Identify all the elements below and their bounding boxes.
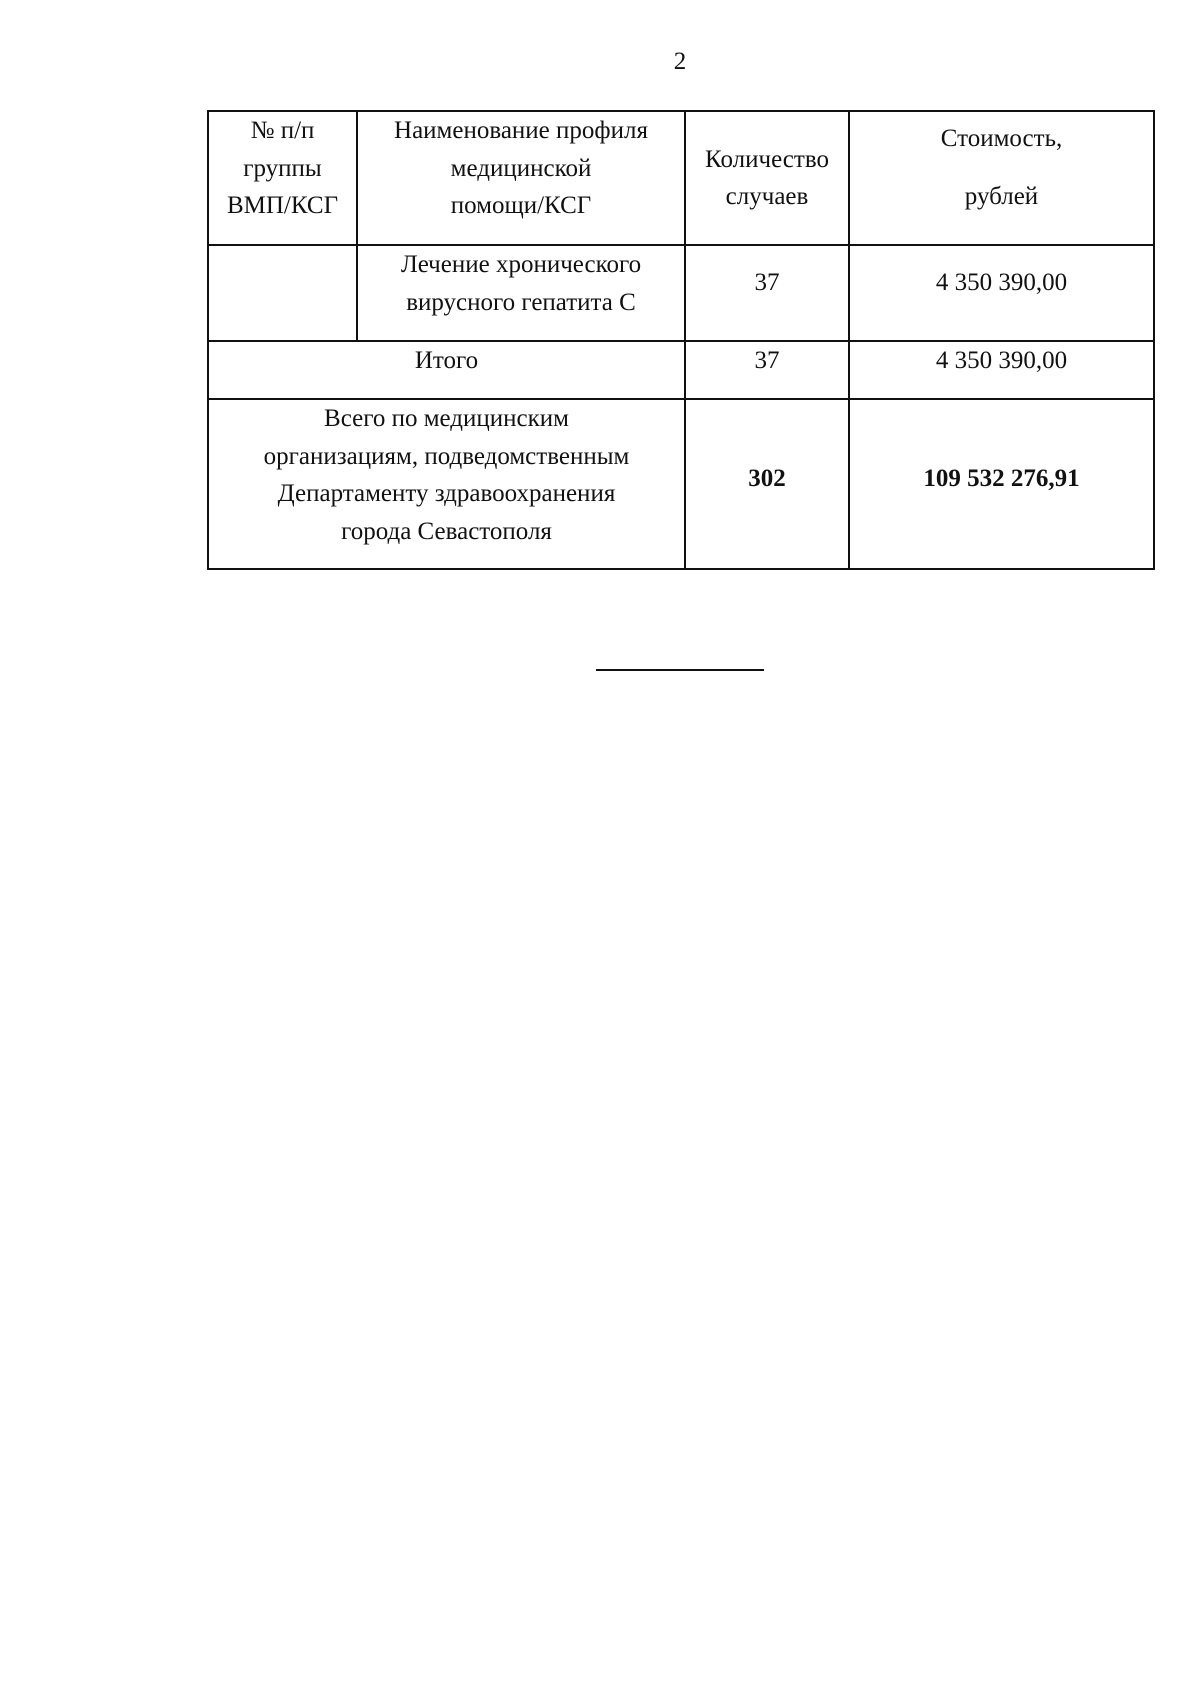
end-of-document-divider: [596, 669, 764, 671]
header-text-line: Количество: [705, 145, 829, 173]
cost-table: [207, 110, 1155, 570]
header-text-line: ВМП/КСГ: [226, 192, 339, 219]
grand-total-row: [208, 399, 1154, 569]
cell-text-line: Лечение хронического: [400, 251, 642, 278]
subtotal-row: [208, 341, 1154, 399]
cell-value: 4 350 390,00: [935, 269, 1068, 297]
cell-text-line: вирусного гепатита С: [406, 288, 636, 316]
header-group-number: [208, 111, 357, 245]
header-text-line: помощи/КСГ: [450, 192, 592, 219]
grand-total-label: [208, 399, 685, 569]
header-profile-name: [357, 111, 685, 245]
cell-text-line: города Севастополя: [341, 517, 552, 545]
header-text-line: рублей: [964, 182, 1039, 210]
grand-total-cost: [849, 399, 1154, 569]
cell-cost: [849, 245, 1154, 341]
page-number: 2: [673, 48, 687, 75]
cell-value: 109 532 276,91: [923, 465, 1080, 493]
cell-value: 302: [748, 465, 786, 493]
cell-cases: [685, 245, 849, 341]
header-text-line: группы: [243, 154, 322, 182]
subtotal-cost: 4 350 390,00: [849, 341, 1154, 399]
cell-text-line: Департаменту здравоохранения: [277, 480, 616, 507]
cell-group-number: [208, 245, 357, 341]
header-text-line: медицинской: [450, 154, 592, 182]
subtotal-cases: 37: [685, 341, 849, 399]
cell-profile-name: [357, 245, 685, 341]
cell-value: 37: [754, 269, 780, 297]
cell-text-line: Всего по медицинским: [324, 405, 569, 432]
header-text-line: № п/п: [250, 117, 315, 144]
header-cases: [685, 111, 849, 245]
subtotal-label: Итого: [208, 341, 685, 399]
header-text-line: Стоимость,: [940, 125, 1063, 152]
table-header-row: [208, 111, 1154, 245]
grand-total-cases: [685, 399, 849, 569]
table-row: [208, 245, 1154, 341]
header-text-line: Наименование профиля: [394, 117, 648, 144]
header-cost: [849, 111, 1154, 245]
cell-text-line: организациям, подведомственным: [263, 442, 630, 470]
header-text-line: случаев: [725, 183, 809, 210]
